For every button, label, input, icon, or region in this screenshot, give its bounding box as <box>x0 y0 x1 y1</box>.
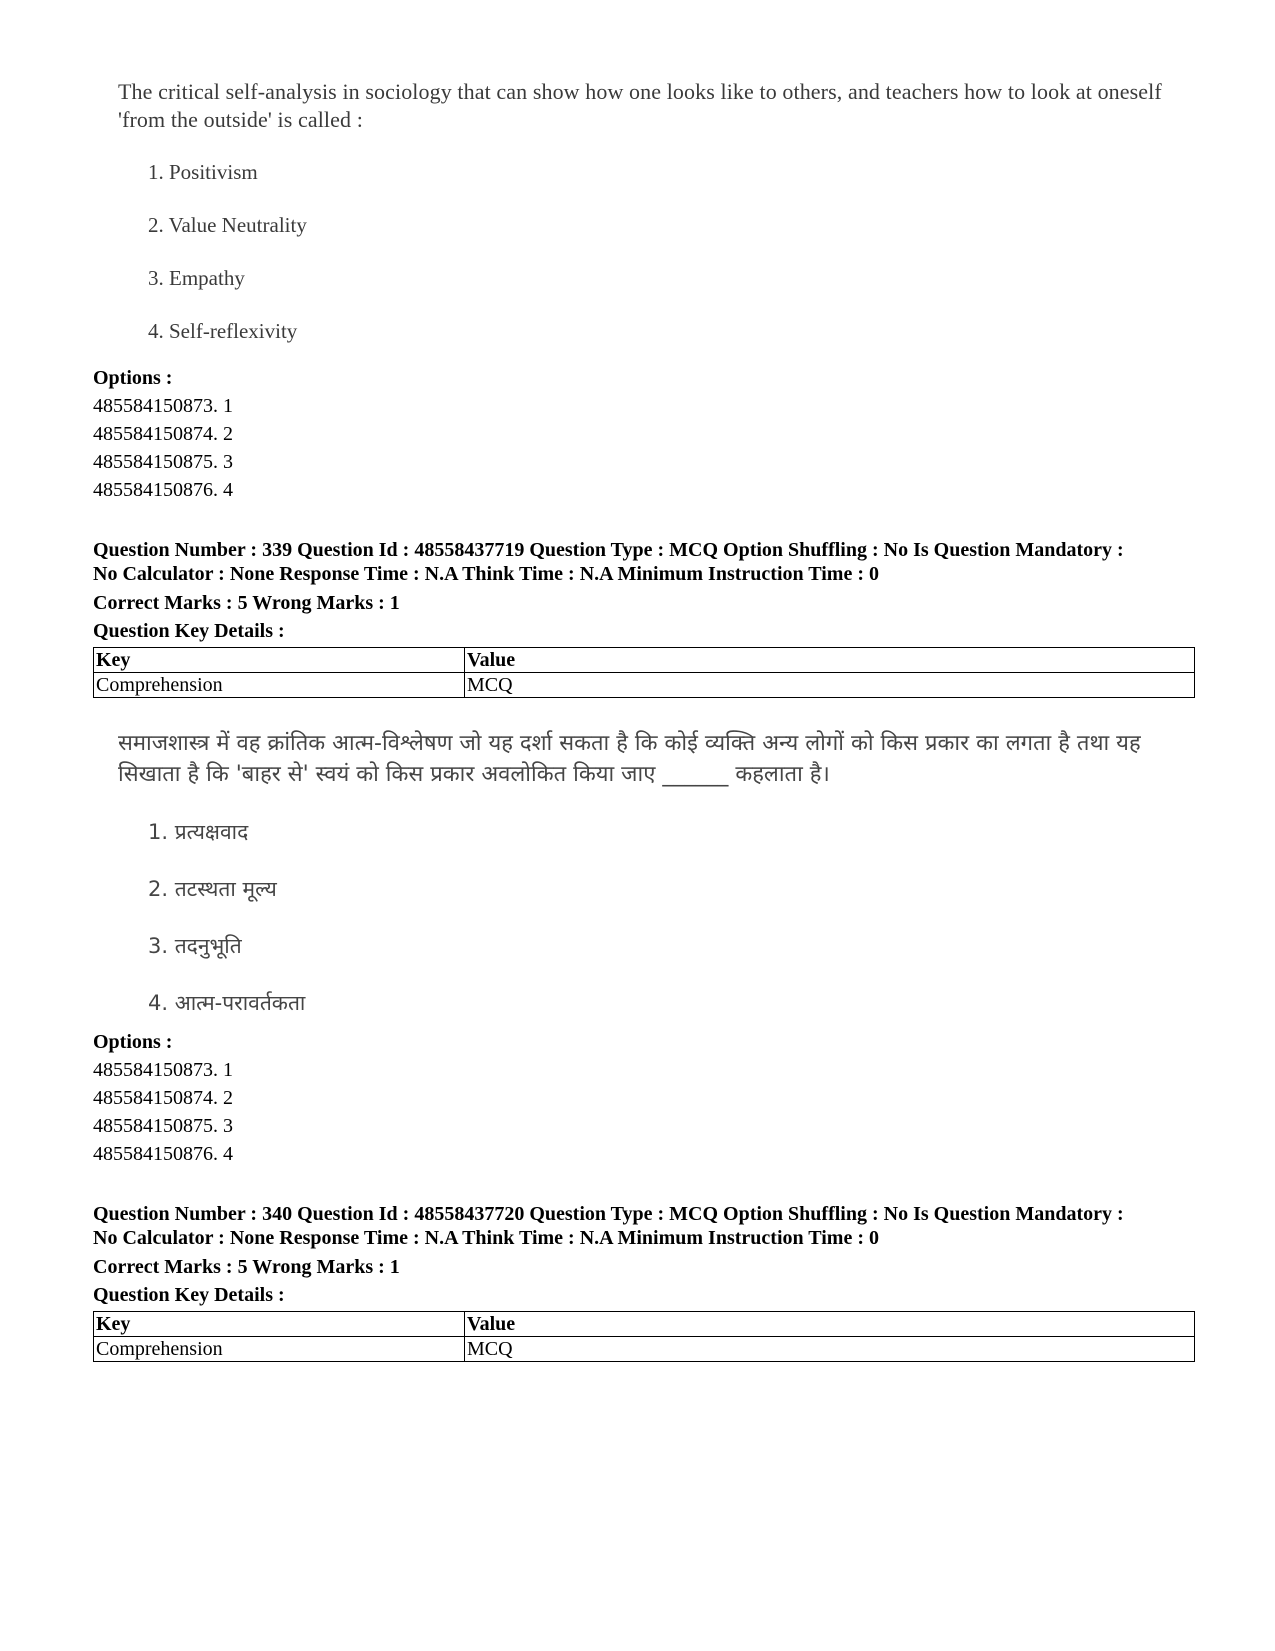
answer-choice: 1. Positivism <box>148 160 258 184</box>
answer-choice: 4. Self-reflexivity <box>148 319 298 343</box>
marks-line: Correct Marks : 5 Wrong Marks : 1 <box>93 592 400 614</box>
question-meta-line: No Calculator : None Response Time : N.A Think Time : N.A Minimum Instruction Time : 0 <box>93 1227 879 1249</box>
table-header-row <box>94 648 1195 673</box>
options-block <box>93 1028 233 1168</box>
question-image-english <box>118 78 1178 358</box>
table-header-key: Key <box>94 648 465 673</box>
answer-choice: 2. Value Neutrality <box>148 213 307 237</box>
answer-choice: 2. तटस्थता मूल्य <box>148 877 277 901</box>
table-header-key: Key <box>94 1312 465 1337</box>
table-row <box>94 1337 1195 1362</box>
table-header-value: Value <box>465 1312 1195 1337</box>
key-details-table <box>93 1311 1195 1362</box>
table-header-row <box>94 1312 1195 1337</box>
question-image-hindi <box>118 728 1198 1032</box>
options-block <box>93 364 233 504</box>
answer-choice: 1. प्रत्यक्षवाद <box>148 820 249 844</box>
key-details-label: Question Key Details : <box>93 1284 285 1306</box>
table-cell-value: MCQ <box>465 1337 1195 1362</box>
table-cell-key: Comprehension <box>94 673 465 698</box>
question-stem: The critical self-analysis in sociology that can show how one looks like to others, and teachers how to look at oneself 'from the outside' is called : <box>118 79 1162 132</box>
option-id: 485584150876. 4 <box>93 1143 233 1165</box>
options-label: Options : <box>93 367 173 389</box>
question-meta <box>93 538 1193 698</box>
question-meta-line: No Calculator : None Response Time : N.A Think Time : N.A Minimum Instruction Time : 0 <box>93 563 879 585</box>
option-id: 485584150876. 4 <box>93 479 233 501</box>
question-meta <box>93 1202 1193 1362</box>
question-meta-line: Question Number : 340 Question Id : 48558437720 Question Type : MCQ Option Shuffling : No Is Question Mandatory : <box>93 1203 1124 1225</box>
table-header-value: Value <box>465 648 1195 673</box>
question-meta-line: Question Number : 339 Question Id : 48558437719 Question Type : MCQ Option Shuffling : No Is Question Mandatory : <box>93 539 1124 561</box>
answer-choice: 3. तदनुभूति <box>148 934 242 958</box>
option-id: 485584150873. 1 <box>93 395 233 417</box>
answer-choice: 4. आत्म-परावर्तकता <box>148 991 306 1015</box>
marks-line: Correct Marks : 5 Wrong Marks : 1 <box>93 1256 400 1278</box>
key-details-label: Question Key Details : <box>93 620 285 642</box>
question-stem: समाजशास्त्र में वह क्रांतिक आत्म-विश्लेषण जो यह दर्शा सकता है कि कोई व्यक्ति अन्य लोगों को किस प्रकार का लगता है तथा यह सिखाता है कि 'बाहर से' स्वयं को किस प्रकार अवलोकित किया जाए ______ कहलाता है। <box>118 731 1141 787</box>
option-id: 485584150875. 3 <box>93 451 233 473</box>
options-label: Options : <box>93 1031 173 1053</box>
table-row <box>94 673 1195 698</box>
option-id: 485584150873. 1 <box>93 1059 233 1081</box>
answer-choices <box>118 146 1178 358</box>
table-cell-value: MCQ <box>465 673 1195 698</box>
option-id: 485584150874. 2 <box>93 423 233 445</box>
answer-choices <box>118 804 1198 1032</box>
table-cell-key: Comprehension <box>94 1337 465 1362</box>
key-details-table <box>93 647 1195 698</box>
answer-choice: 3. Empathy <box>148 266 245 290</box>
option-id: 485584150875. 3 <box>93 1115 233 1137</box>
option-id: 485584150874. 2 <box>93 1087 233 1109</box>
